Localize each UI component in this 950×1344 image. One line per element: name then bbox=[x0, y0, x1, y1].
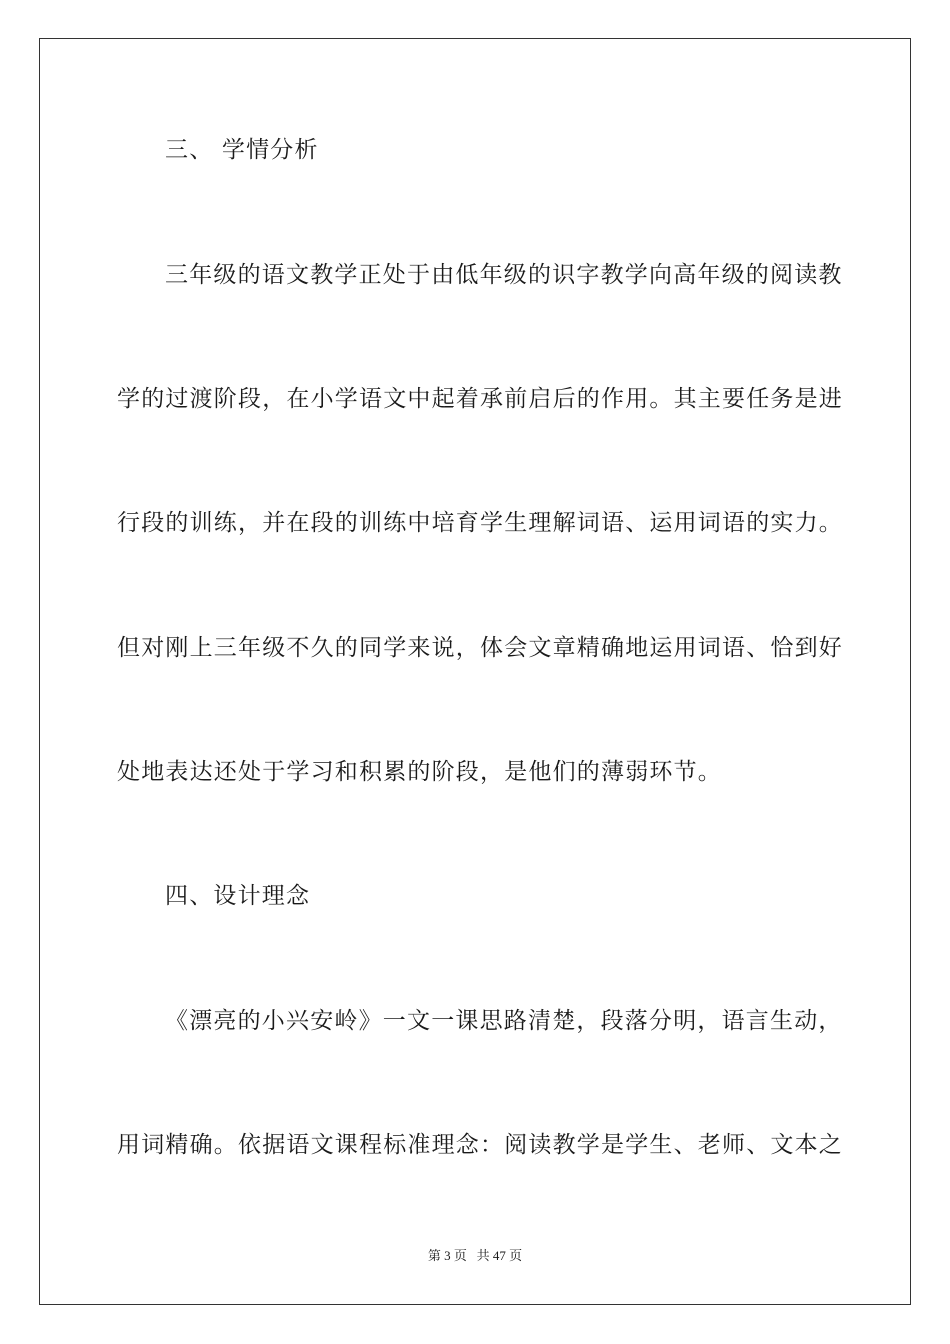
section-heading-3: 三、 学情分析 bbox=[165, 137, 319, 163]
paragraph-line: 用词精确。依据语文课程标准理念：阅读教学是学生、老师、文本之 bbox=[117, 1132, 843, 1158]
page-number-footer: 第 3 页 共 47 页 bbox=[427, 1248, 523, 1263]
paragraph-line: 处地表达还处于学习和积累的阶段，是他们的薄弱环节。 bbox=[117, 759, 722, 785]
section-heading-4: 四、设计理念 bbox=[165, 883, 311, 909]
page-border bbox=[39, 38, 911, 1305]
paragraph-line: 三年级的语文教学正处于由低年级的识字教学向高年级的阅读教 bbox=[165, 262, 843, 288]
paragraph-line: 《漂亮的小兴安岭》一文一课思路清楚，段落分明，语言生动， bbox=[165, 1008, 843, 1034]
paragraph-line: 但对刚上三年级不久的同学来说，体会文章精确地运用词语、恰到好 bbox=[117, 635, 843, 661]
paragraph-line: 行段的训练，并在段的训练中培育学生理解词语、运用词语的实力。 bbox=[117, 510, 843, 536]
paragraph-line: 学的过渡阶段，在小学语文中起着承前启后的作用。其主要任务是进 bbox=[117, 386, 843, 412]
